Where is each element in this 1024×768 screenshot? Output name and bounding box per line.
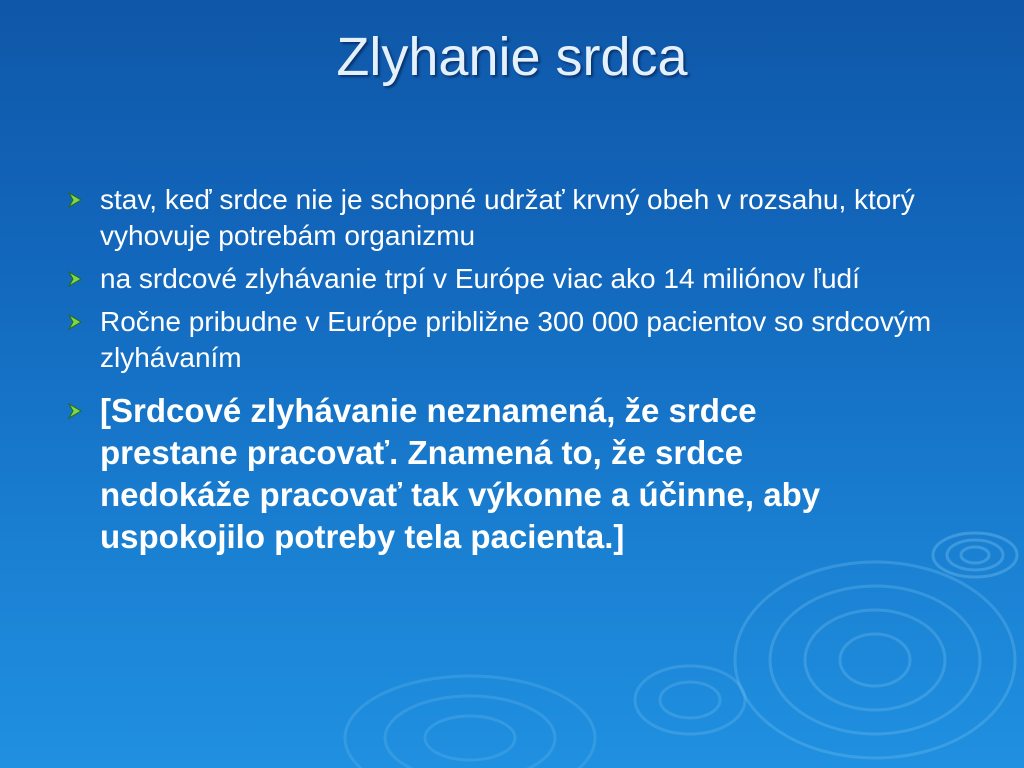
bullet-item xyxy=(60,261,980,297)
arrow-bullet-icon xyxy=(66,191,84,209)
arrow-bullet-icon xyxy=(66,270,84,288)
bullet-item xyxy=(60,182,980,254)
bullet-text: [Srdcové zlyhávanie neznamená, že srdce prestane pracovať. Znamená to, že srdce nedokáže pracovať tak výkonne a účinne, aby uspokojilo potreby tela pacienta.] xyxy=(100,392,821,555)
arrow-bullet-icon xyxy=(66,402,84,420)
slide-title: Zlyhanie srdca xyxy=(336,27,688,87)
bullet-list xyxy=(60,182,980,565)
bullet-item-emphasized xyxy=(60,390,980,558)
bullet-text: na srdcové zlyhávanie trpí v Európe viac ako 14 miliónov ľudí xyxy=(100,263,860,294)
bullet-text: Ročne pribudne v Európe približne 300 000 pacientov so srdcovým zlyhávaním xyxy=(100,306,932,373)
bullet-item xyxy=(60,304,980,376)
arrow-bullet-icon xyxy=(66,313,84,331)
bullet-text: stav, keď srdce nie je schopné udržať krvný obeh v rozsahu, ktorý vyhovuje potrebám organizmu xyxy=(100,184,915,251)
